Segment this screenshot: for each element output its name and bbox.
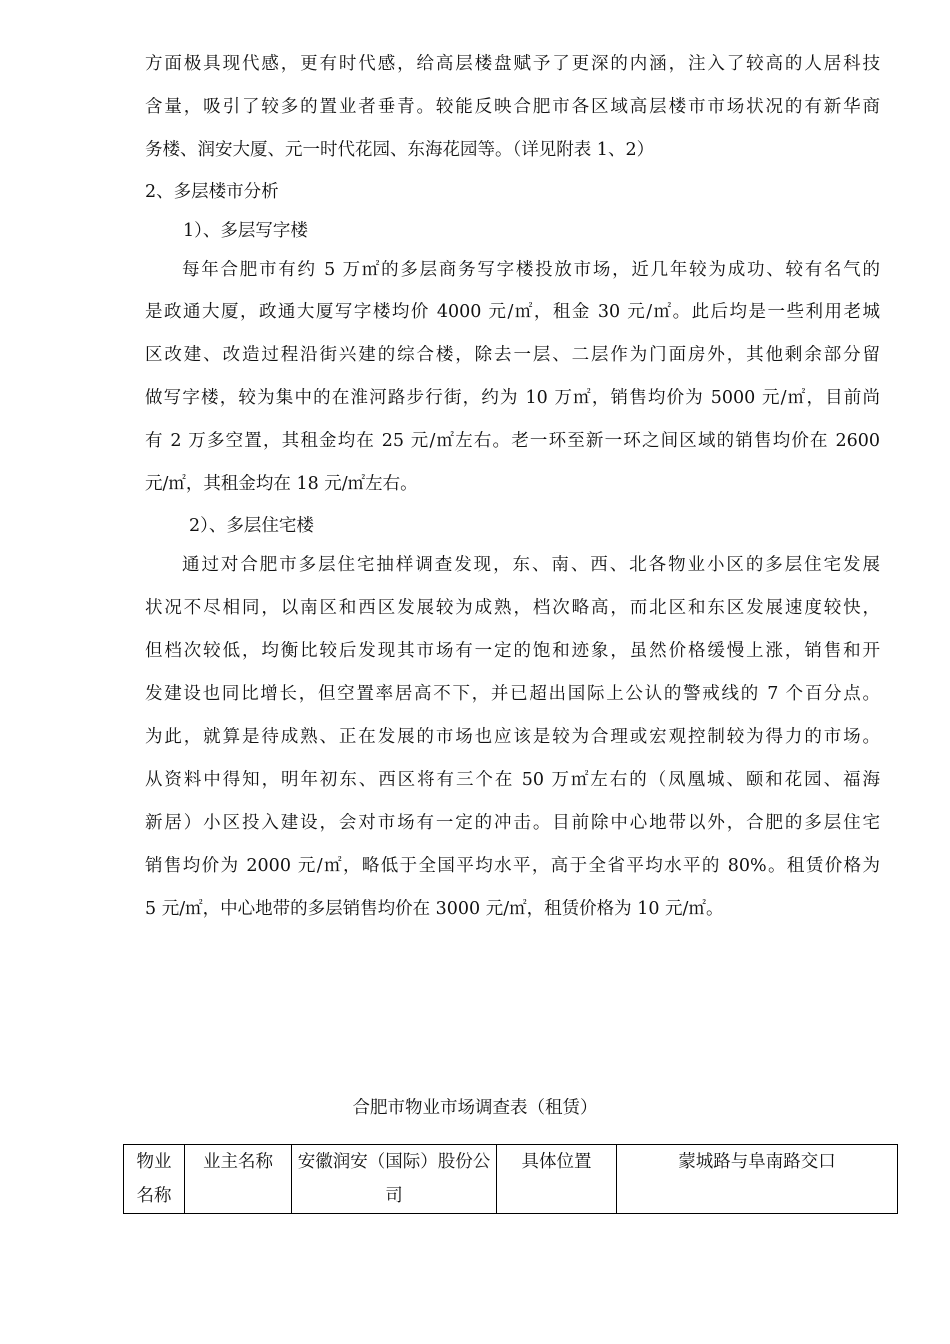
- property-survey-table: [123, 1144, 898, 1214]
- subsection-heading: 2）、多层住宅楼: [189, 516, 314, 536]
- table-cell: 蒙城路与阜南路交口: [617, 1145, 898, 1214]
- paragraph-line: 区改建、改造过程沿街兴建的综合楼，除去一层、二层作为门面房外，其他剩余部分留: [145, 345, 880, 365]
- table-cell: 业主名称: [185, 1145, 292, 1214]
- paragraph-line: 发建设也同比增长，但空置率居高不下，并已超出国际上公认的警戒线的 7 个百分点。: [145, 684, 880, 704]
- paragraph-line: 元/㎡，其租金均在 18 元/㎡左右。: [145, 474, 418, 494]
- paragraph-line: 新居）小区投入建设，会对市场有一定的冲击。目前除中心地带以外，合肥的多层住宅: [145, 813, 880, 833]
- section-heading: 2、多层楼市分析: [145, 182, 279, 202]
- table-row: [124, 1145, 898, 1214]
- paragraph-line: 每年合肥市有约 5 万㎡的多层商务写字楼投放市场，近几年较为成功、较有名气的: [182, 260, 880, 280]
- paragraph-line: 做写字楼，较为集中的在淮河路步行街，约为 10 万㎡，销售均价为 5000 元/㎡，目前尚: [145, 388, 880, 408]
- paragraph-line: 从资料中得知，明年初东、西区将有三个在 50 万㎡左右的（凤凰城、颐和花园、福海: [145, 770, 880, 790]
- table-cell: 具体位置: [497, 1145, 617, 1214]
- paragraph-line: 通过对合肥市多层住宅抽样调查发现，东、南、西、北各物业小区的多层住宅发展: [182, 555, 880, 575]
- paragraph-line: 为此，就算是待成熟、正在发展的市场也应该是较为合理或宏观控制较为得力的市场。: [145, 727, 880, 747]
- paragraph-line: 但档次较低，均衡比较后发现其市场有一定的饱和迹象，虽然价格缓慢上涨，销售和开: [145, 641, 880, 661]
- table-title: 合肥市物业市场调查表（租赁）: [352, 1098, 598, 1118]
- paragraph-line: 方面极具现代感，更有时代感，给高层楼盘赋予了更深的内涵，注入了较高的人居科技: [145, 54, 880, 74]
- table-cell: 物业名称: [124, 1145, 185, 1214]
- subsection-heading: 1）、多层写字楼: [183, 221, 308, 241]
- table-cell: 安徽润安（国际）股份公司: [292, 1145, 497, 1214]
- paragraph-line: 状况不尽相同，以南区和西区发展较为成熟，档次略高，而北区和东区发展速度较快，: [145, 598, 880, 618]
- paragraph-line: 销售均价为 2000 元/㎡，略低于全国平均水平，高于全省平均水平的 80%。租赁价格为: [145, 856, 880, 876]
- paragraph-line: 是政通大厦，政通大厦写字楼均价 4000 元/㎡，租金 30 元/㎡。此后均是一些利用老城: [145, 302, 880, 322]
- paragraph-line: 含量，吸引了较多的置业者垂青。较能反映合肥市各区域高层楼市市场状况的有新华商: [145, 97, 880, 117]
- paragraph-line: 5 元/㎡，中心地带的多层销售均价在 3000 元/㎡，租赁价格为 10 元/㎡。: [145, 899, 724, 919]
- paragraph-line: 务楼、润安大厦、元一时代花园、东海花园等。（详见附表 1、2）: [145, 140, 655, 160]
- paragraph-line: 有 2 万多空置，其租金均在 25 元/㎡左右。老一环至新一环之间区域的销售均价在 2600: [145, 431, 880, 451]
